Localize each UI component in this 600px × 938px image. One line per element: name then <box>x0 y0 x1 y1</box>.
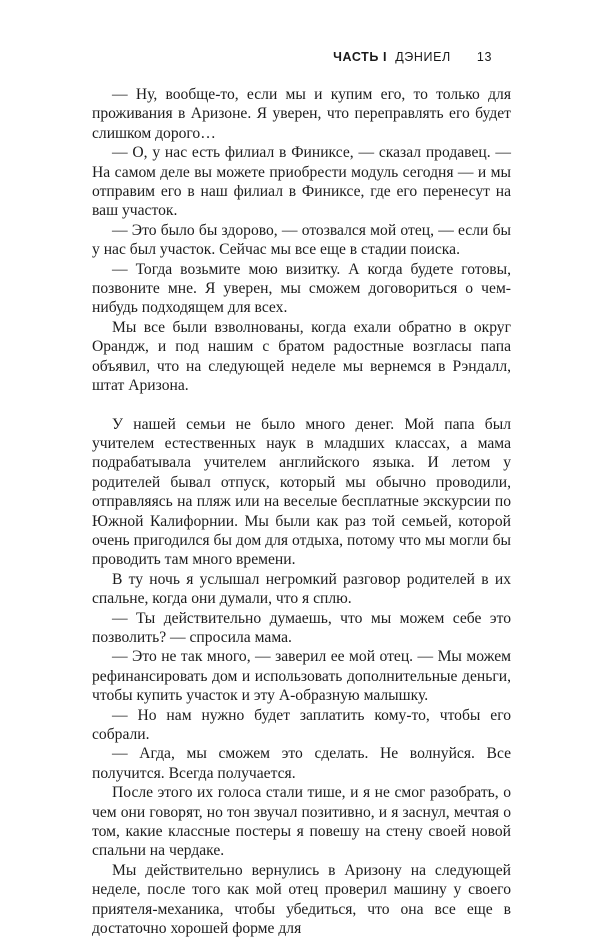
paragraph: — Ты действительно думаешь, что мы можем себе это позволить? — спросила мама. <box>92 609 511 646</box>
paragraph: Мы все были взволнованы, когда ехали обратно в округ Орандж, и под нашим с братом радостные возгласы папа объявил, что на следующей неделе мы вернемся в Рэндалл, штат Аризона. <box>92 318 511 395</box>
paragraph: — О, у нас есть филиал в Финиксе, — сказал продавец. — На самом деле вы можете приобрести модуль сегодня — и мы отправим его в наш филиал в Финиксе, где его перенесут на ваш участок. <box>92 144 511 220</box>
paragraph: — Ну, вообще-то, если мы и купим его, то только для проживания в Аризоне. Я уверен, что переправлять его будет слишком дорого… <box>92 86 511 142</box>
chapter-label: ДЭНИЕЛ <box>395 50 451 64</box>
paragraph: — Это было бы здорово, — отозвался мой отец, — если бы у нас был участок. Сейчас мы все еще в стадии поиска. <box>92 221 511 259</box>
paragraph: У нашей семьи не было много денег. Мой папа был учителем естественных наук в младших классах, а мама подрабатывала учителем английского языка. И летом у родителей бывал отпуск, который мы обычно проводили, отправляясь на пляж или на веселые бесплатные экскурсии по Южной Калифорнии. Мы были как раз той семьей, которой очень пригодился бы дом для отдыха, потому что мы могли бы проводить там много времени. <box>92 415 511 569</box>
page-number: 13 <box>476 50 492 64</box>
paragraph: После этого их голоса стали тише, и я не смог разобрать, о чем они говорят, но тон звучал позитивно, и я заснул, мечтая о том, какие классные постеры я повешу на стену своей новой спальни на чердаке. <box>92 784 511 860</box>
part-label: ЧАСТЬ I <box>333 50 388 64</box>
body-text <box>92 85 511 938</box>
paragraph: — Но нам нужно будет заплатить кому-то, чтобы его собрали. <box>92 706 511 743</box>
paragraph: — Тогда возьмите мою визитку. А когда будете готовы, позвоните мне. Я уверен, мы сможем договориться о чем-нибудь подходящем для всех. <box>92 260 511 317</box>
paragraph: Мы действительно вернулись в Аризону на следующей неделе, после того как мой отец проверил машину у своего приятеля-механика, чтобы убедиться, что она все еще в достаточно хорошей форме для <box>92 861 511 938</box>
paragraph: — Это не так много, — заверил ее мой отец. — Мы можем рефинансировать дом и использовать дополнительные деньги, чтобы купить участок и эту А-образную малышку. <box>92 648 511 705</box>
running-head <box>333 50 492 64</box>
paragraph: В ту ночь я услышал негромкий разговор родителей в их спальне, когда они думали, что я сплю. <box>92 570 511 608</box>
paragraph: — Агда, мы сможем это сделать. Не волнуйся. Все получится. Всегда получается. <box>92 745 511 782</box>
